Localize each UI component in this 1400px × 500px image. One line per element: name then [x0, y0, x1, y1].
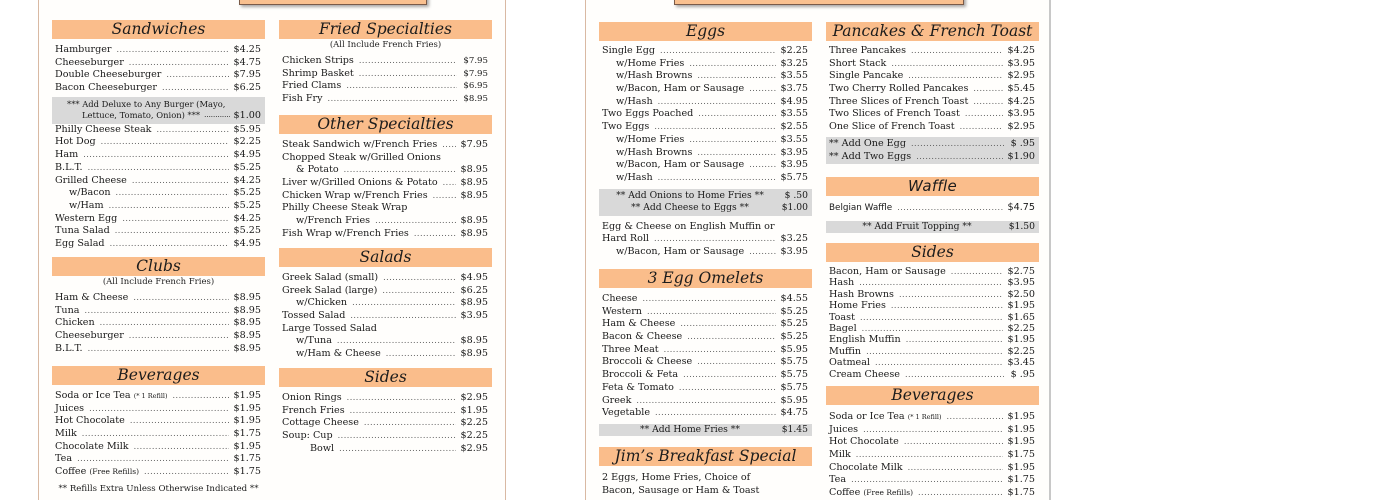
addon-row: ** Add Home Fries ** $1.45	[599, 424, 812, 437]
menu-item: Tea ..... $1.75	[52, 453, 265, 466]
section-clubs	[52, 257, 265, 355]
section-beverages	[52, 366, 265, 494]
section-eggs	[599, 22, 812, 259]
section-waffle	[826, 177, 1039, 233]
menu-item: Bacon, Ham or Sausage ..... $2.75	[826, 266, 1039, 277]
menu-item: Egg Salad ..... $4.95	[52, 238, 265, 251]
addon-row: ** Add One Egg ..... $ .95	[826, 138, 1039, 151]
menu-item: Two Eggs Poached ..... $3.55	[599, 108, 812, 121]
menu-item: Coffee (Free Refills) ..... $1.75	[826, 487, 1039, 500]
menu-item: Broccoli & Feta ..... $5.75	[599, 369, 812, 382]
menu-item: Juices ..... $1.95	[826, 424, 1039, 437]
section-other-specialties	[279, 115, 492, 241]
menu-item: Three Meat ..... $5.95	[599, 344, 812, 357]
menu-item: Grilled Cheese ..... $4.25	[52, 175, 265, 188]
section-omelets	[599, 269, 812, 436]
menu-item: Tuna ..... $8.95	[52, 305, 265, 318]
menu-item: Hash ..... $3.95	[826, 277, 1039, 288]
menu-item: Two Slices of French Toast ..... $3.95	[826, 108, 1039, 121]
menu-item: Greek ..... $5.95	[599, 395, 812, 408]
special-description: Bacon, Sausage or Ham & Toast	[602, 484, 760, 496]
menu-item: Ham ..... $4.95	[52, 149, 265, 162]
menu-item: Two Eggs ..... $2.55	[599, 121, 812, 134]
menu-item: Hard Roll ..... $3.25	[599, 233, 812, 246]
section-sandwiches	[52, 20, 265, 251]
menu-item: Western ..... $5.25	[599, 306, 812, 319]
menu-item: Large Tossed Salad	[282, 322, 377, 334]
menu-item: Oatmeal ..... $3.45	[826, 357, 1039, 368]
menu-page-lunch	[38, 0, 506, 500]
eggs-addons	[599, 189, 812, 216]
menu-item: Milk ..... $1.75	[52, 428, 265, 441]
menu-item: Fish Wrap w/French Fries ..... $8.95	[279, 228, 492, 241]
menu-item: w/Ham ..... $5.25	[52, 200, 265, 213]
section-fried-specialties	[279, 20, 492, 106]
menu-item: & Potato ..... $8.95	[279, 164, 492, 177]
menu-item: Soda or Ice Tea (* 1 Refill) ..... $1.95	[826, 411, 1039, 424]
section-heading: Beverages	[52, 366, 265, 385]
section-heading: Eggs	[599, 22, 812, 41]
menu-item: w/Home Fries ..... $3.25	[599, 58, 812, 71]
menu-item: Chopped Steak w/Grilled Onions	[282, 151, 441, 163]
menu-item: w/Bacon ..... $5.25	[52, 187, 265, 200]
title-banner	[674, 0, 964, 5]
menu-page-breakfast	[585, 0, 1051, 500]
menu-item: Three Slices of French Toast ..... $4.25	[826, 96, 1039, 109]
menu-item: w/Hash Browns ..... $3.95	[599, 147, 812, 160]
menu-item: Hash Browns ..... $2.50	[826, 289, 1039, 300]
section-beverages-breakfast	[826, 386, 1039, 500]
menu-item: Cheeseburger ..... $8.95	[52, 330, 265, 343]
menu-item: Short Stack ..... $3.95	[826, 58, 1039, 71]
menu-item: Ham & Cheese ..... $8.95	[52, 292, 265, 305]
addon-row: ** Add Cheese to Eggs ** $1.00	[631, 202, 808, 214]
menu-item: Vegetable ..... $4.75	[599, 407, 812, 420]
section-heading: Salads	[279, 248, 492, 267]
menu-item: Cream Cheese ..... $ .95	[826, 369, 1039, 380]
menu-item: Soup: Cup ..... $2.25	[279, 430, 492, 443]
menu-item: Chocolate Milk ..... $1.95	[52, 441, 265, 454]
menu-item: Three Pancakes ..... $4.25	[826, 45, 1039, 58]
menu-item: w/Home Fries ..... $3.55	[599, 134, 812, 147]
menu-item: w/Hash Browns ..... $3.55	[599, 70, 812, 83]
menu-item: Onion Rings ..... $2.95	[279, 392, 492, 405]
menu-item: Hot Chocolate ..... $1.95	[52, 415, 265, 428]
menu-item: w/French Fries ..... $8.95	[279, 215, 492, 228]
muffin-description: Egg & Cheese on English Muffin or	[602, 220, 775, 232]
menu-item: French Fries ..... $1.95	[279, 405, 492, 418]
menu-item: Chicken Wrap w/French Fries ..... $8.95	[279, 190, 492, 203]
section-heading: Beverages	[826, 386, 1039, 405]
menu-item: Juices ..... $1.95	[52, 403, 265, 416]
menu-item: w/Tuna ..... $8.95	[279, 335, 492, 348]
section-heading: Sandwiches	[52, 20, 265, 39]
menu-item: Cheese ..... $4.55	[599, 293, 812, 306]
section-heading: Sides	[826, 243, 1039, 262]
menu-item: B.L.T. ..... $8.95	[52, 343, 265, 356]
section-heading: Sides	[279, 368, 492, 387]
menu-item: Bacon & Cheese ..... $5.25	[599, 331, 812, 344]
section-pancakes	[826, 22, 1039, 164]
menu-item: Tossed Salad ..... $3.95	[279, 310, 492, 323]
menu-item: Milk ..... $1.75	[826, 449, 1039, 462]
menu-item: w/Bacon, Ham or Sausage ..... $3.75	[599, 83, 812, 96]
menu-item: Philly Cheese Steak ..... $5.95	[52, 124, 265, 137]
section-sides-breakfast	[826, 243, 1039, 380]
menu-item: Broccoli & Cheese ..... $5.75	[599, 356, 812, 369]
menu-item: Chicken Strips ..... $7.95	[279, 55, 492, 68]
menu-item: Greek Salad (small) ..... $4.95	[279, 272, 492, 285]
menu-item: Hot Dog ..... $2.25	[52, 136, 265, 149]
section-breakfast-special	[599, 447, 812, 497]
addon-row: ** Add Fruit Topping ** $1.50	[826, 221, 1039, 234]
menu-item: Single Egg ..... $2.25	[599, 45, 812, 58]
menu-item: w/Hash ..... $4.95	[599, 96, 812, 109]
menu-item: Bowl ..... $2.95	[279, 443, 492, 456]
menu-item: B.L.T. ..... $5.25	[52, 162, 265, 175]
menu-item: Shrimp Basket ..... $7.95	[279, 68, 492, 81]
addon-row: ** Add Onions to Home Fries ** $ .50	[616, 189, 808, 201]
section-heading: Other Specialties	[279, 115, 492, 134]
deluxe-addon: *** Add Deluxe to Any Burger (Mayo, Lettuce, Tomato, Onion) *** ..... $1.00	[52, 97, 265, 124]
menu-item: Greek Salad (large) ..... $6.25	[279, 285, 492, 298]
section-subtitle: (All Include French Fries)	[102, 277, 215, 287]
menu-item: English Muffin ..... $1.95	[826, 334, 1039, 345]
menu-item: Fried Clams ..... $6.95	[279, 80, 492, 93]
menu-item: w/Chicken ..... $8.95	[279, 297, 492, 310]
menu-item: Home Fries ..... $1.95	[826, 300, 1039, 311]
special-description: 2 Eggs, Home Fries, Choice of	[602, 472, 751, 483]
menu-item: Belgian Waffle ..... $4.75	[826, 202, 1039, 215]
menu-item: Tea ..... $1.75	[826, 474, 1039, 487]
section-heading: Jim’s Breakfast Special	[599, 447, 812, 466]
menu-item: Coffee (Free Refills) ..... $1.75	[52, 466, 265, 479]
menu-item: w/Ham & Cheese ..... $8.95	[279, 348, 492, 361]
menu-item: w/Bacon, Ham or Sausage ..... $3.95	[599, 159, 812, 172]
menu-item: Cottage Cheese ..... $2.25	[279, 417, 492, 430]
section-heading: Fried Specialties	[279, 20, 492, 39]
refill-footnote: ** Refills Extra Unless Otherwise Indicated **	[58, 483, 259, 494]
menu-item: w/Hash ..... $5.75	[599, 172, 812, 185]
menu-item: Steak Sandwich w/French Fries ..... $7.95	[279, 139, 492, 152]
menu-item: Chocolate Milk ..... $1.95	[826, 462, 1039, 475]
section-heading: Clubs	[52, 257, 265, 276]
menu-item: Tuna Salad ..... $5.25	[52, 225, 265, 238]
title-banner	[239, 0, 427, 5]
menu-item: Bagel ..... $2.25	[826, 323, 1039, 334]
menu-item: Soda or Ice Tea (* 1 Refill) ..... $1.95	[52, 390, 265, 403]
pancake-addons	[826, 137, 1039, 164]
section-heading: Waffle	[826, 177, 1039, 196]
menu-item: Cheeseburger ..... $4.75	[52, 57, 265, 70]
menu-item: Hamburger ..... $4.25	[52, 44, 265, 57]
menu-item: Western Egg ..... $4.25	[52, 213, 265, 226]
section-sides-lunch	[279, 368, 492, 455]
addon-row: ** Add Two Eggs ..... $1.90	[826, 151, 1039, 164]
menu-item: Fish Fry ..... $8.95	[279, 93, 492, 106]
menu-item: Hot Chocolate ..... $1.95	[826, 436, 1039, 449]
menu-item: Liver w/Grilled Onions & Potato ..... $8.95	[279, 177, 492, 190]
section-salads	[279, 248, 492, 361]
menu-item: Double Cheeseburger ..... $7.95	[52, 69, 265, 82]
menu-item: Two Cherry Rolled Pancakes ..... $5.45	[826, 83, 1039, 96]
menu-item: One Slice of French Toast ..... $2.95	[826, 121, 1039, 134]
menu-item: Toast ..... $1.65	[826, 312, 1039, 323]
menu-item: Ham & Cheese ..... $5.25	[599, 318, 812, 331]
section-subtitle: (All Include French Fries)	[329, 40, 442, 50]
section-heading: 3 Egg Omelets	[599, 269, 812, 288]
menu-item: Philly Cheese Steak Wrap	[282, 202, 408, 214]
menu-item: Muffin ..... $2.25	[826, 346, 1039, 357]
menu-item: Chicken ..... $8.95	[52, 317, 265, 330]
menu-item: Single Pancake ..... $2.95	[826, 70, 1039, 83]
menu-item: Feta & Tomato ..... $5.75	[599, 382, 812, 395]
menu-item: Bacon Cheeseburger ..... $6.25	[52, 82, 265, 95]
menu-item: w/Bacon, Ham or Sausage ..... $3.95	[599, 246, 812, 259]
section-heading: Pancakes & French Toast	[826, 22, 1039, 41]
